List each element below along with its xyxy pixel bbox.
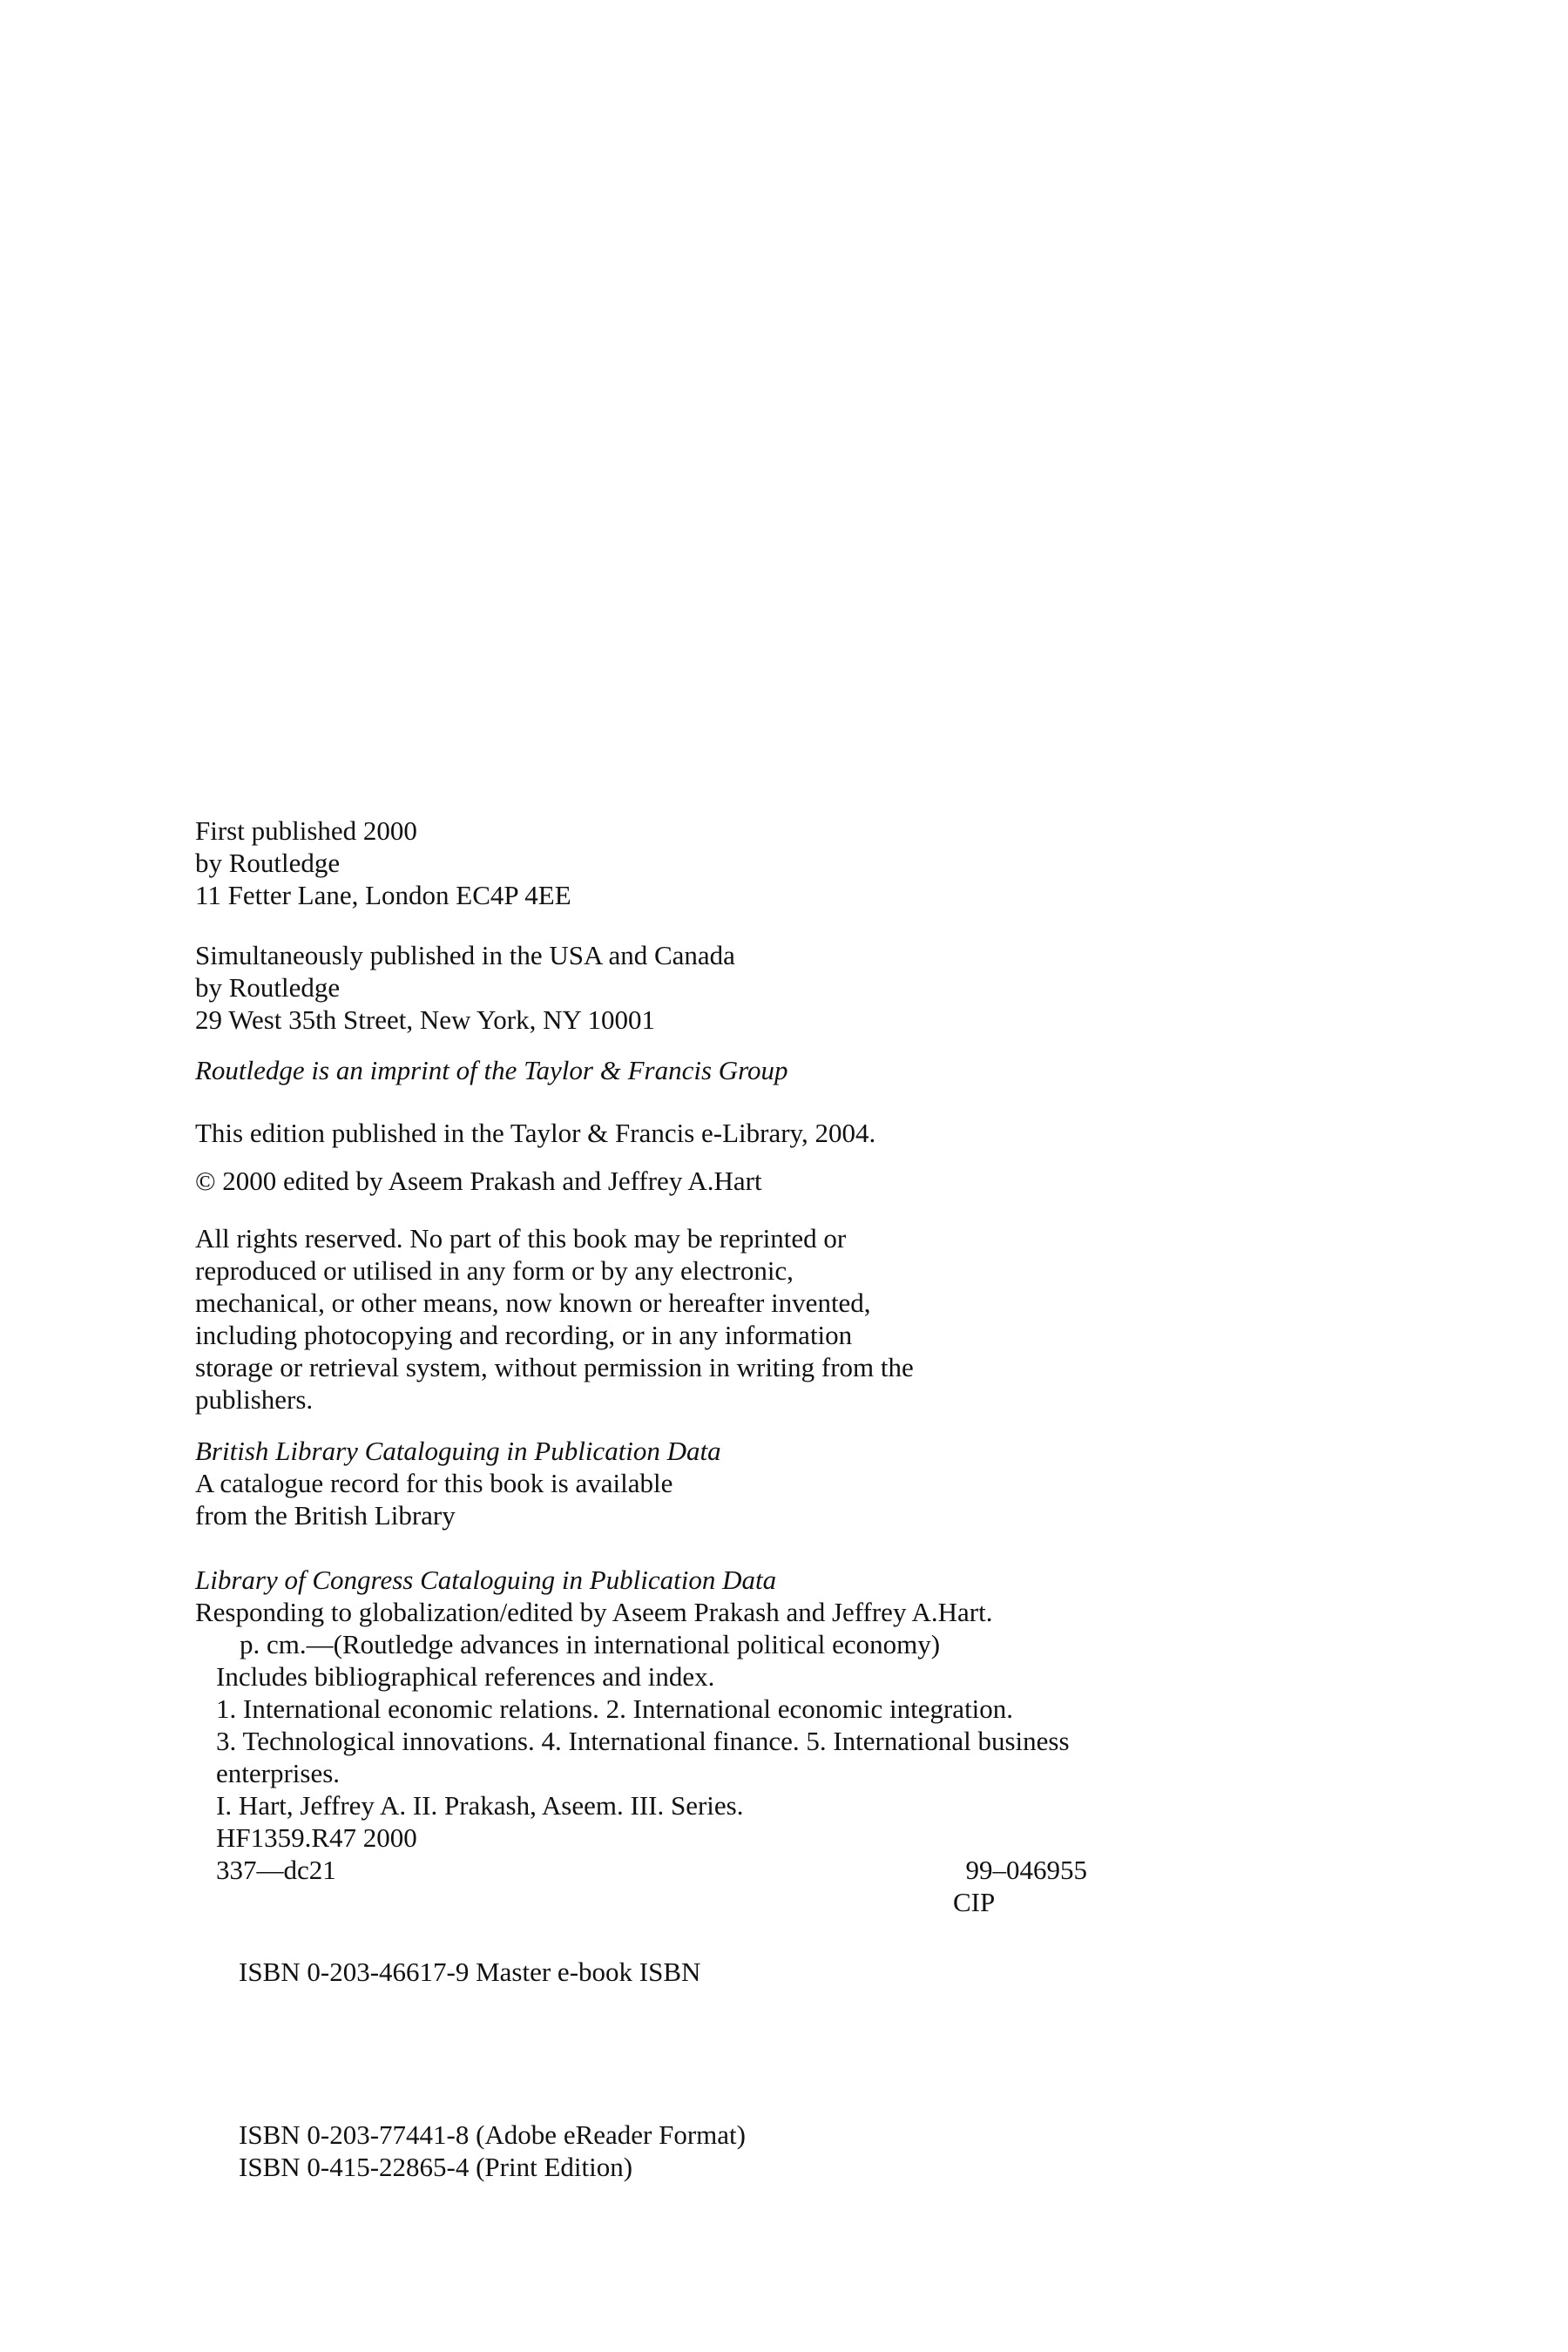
publisher-line: by Routledge bbox=[195, 848, 341, 878]
rights-line: storage or retrieval system, without permission in writing from the bbox=[195, 1352, 914, 1382]
us-publication-line-1: Simultaneously published in the USA and Canada bbox=[195, 940, 735, 970]
rights-line: All rights reserved. No part of this book may be reprinted or bbox=[195, 1223, 847, 1254]
loc-authors-line: I. Hart, Jeffrey A. II. Prakash, Aseem. III. Series. bbox=[216, 1790, 744, 1821]
loc-dewey-number: 337—dc21 bbox=[216, 1855, 336, 1885]
library-of-congress-block bbox=[195, 1564, 1328, 1918]
us-publication-block bbox=[195, 939, 1328, 1036]
rights-line: publishers. bbox=[195, 1384, 314, 1415]
loc-cip-label: CIP bbox=[953, 1887, 996, 1917]
isbn-master-line: ISBN 0-203-46617-9 Master e-book ISBN bbox=[239, 1957, 701, 1987]
rights-line: mechanical, or other means, now known or hereafter invented, bbox=[195, 1288, 871, 1318]
loc-title-line: Responding to globalization/edited by Aseem Prakash and Jeffrey A.Hart. bbox=[195, 1597, 993, 1627]
loc-classification-line: HF1359.R47 2000 bbox=[216, 1822, 417, 1853]
british-library-block bbox=[195, 1435, 1328, 1531]
imprint-statement: Routledge is an imprint of the Taylor & Francis Group bbox=[195, 1055, 788, 1085]
rights-line: including photocopying and recording, or in any information bbox=[195, 1320, 853, 1350]
loc-subjects-line-2: 3. Technological innovations. 4. International finance. 5. International business bbox=[216, 1726, 1070, 1756]
first-published-line: First published 2000 bbox=[195, 815, 417, 846]
british-library-line-1: A catalogue record for this book is available bbox=[195, 1468, 673, 1498]
edition-statement: This edition published in the Taylor & Francis e-Library, 2004. bbox=[195, 1118, 876, 1148]
rights-reserved-block bbox=[195, 1222, 1328, 1416]
loc-dewey-row bbox=[195, 1854, 1087, 1886]
loc-lccn-number: 99–046955 bbox=[965, 1855, 1087, 1885]
isbn-secondary-block bbox=[195, 2119, 1371, 2183]
us-publication-line-2: by Routledge bbox=[195, 972, 341, 1003]
isbn-adobe-line: ISBN 0-203-77441-8 (Adobe eReader Format) bbox=[239, 2119, 746, 2150]
rights-line: reproduced or utilised in any form or by any electronic, bbox=[195, 1255, 794, 1286]
london-address-line: 11 Fetter Lane, London EC4P 4EE bbox=[195, 880, 571, 910]
british-library-heading: British Library Cataloguing in Publication Data bbox=[195, 1436, 721, 1466]
us-publication-line-3: 29 West 35th Street, New York, NY 10001 bbox=[195, 1004, 655, 1035]
copyright-notice: © 2000 edited by Aseem Prakash and Jeffrey A.Hart bbox=[195, 1166, 762, 1196]
isbn-print-line: ISBN 0-415-22865-4 (Print Edition) bbox=[239, 2152, 633, 2182]
loc-includes-line: Includes bibliographical references and index. bbox=[216, 1661, 715, 1692]
loc-subjects-line-3: enterprises. bbox=[216, 1758, 341, 1788]
loc-heading: Library of Congress Cataloguing in Publication Data bbox=[195, 1565, 777, 1595]
first-publication-block bbox=[195, 814, 1328, 911]
british-library-line-2: from the British Library bbox=[195, 1500, 456, 1531]
loc-subjects-line-1: 1. International economic relations. 2. International economic integration. bbox=[216, 1693, 1014, 1724]
loc-series-line: p. cm.—(Routledge advances in international political economy) bbox=[240, 1629, 941, 1659]
